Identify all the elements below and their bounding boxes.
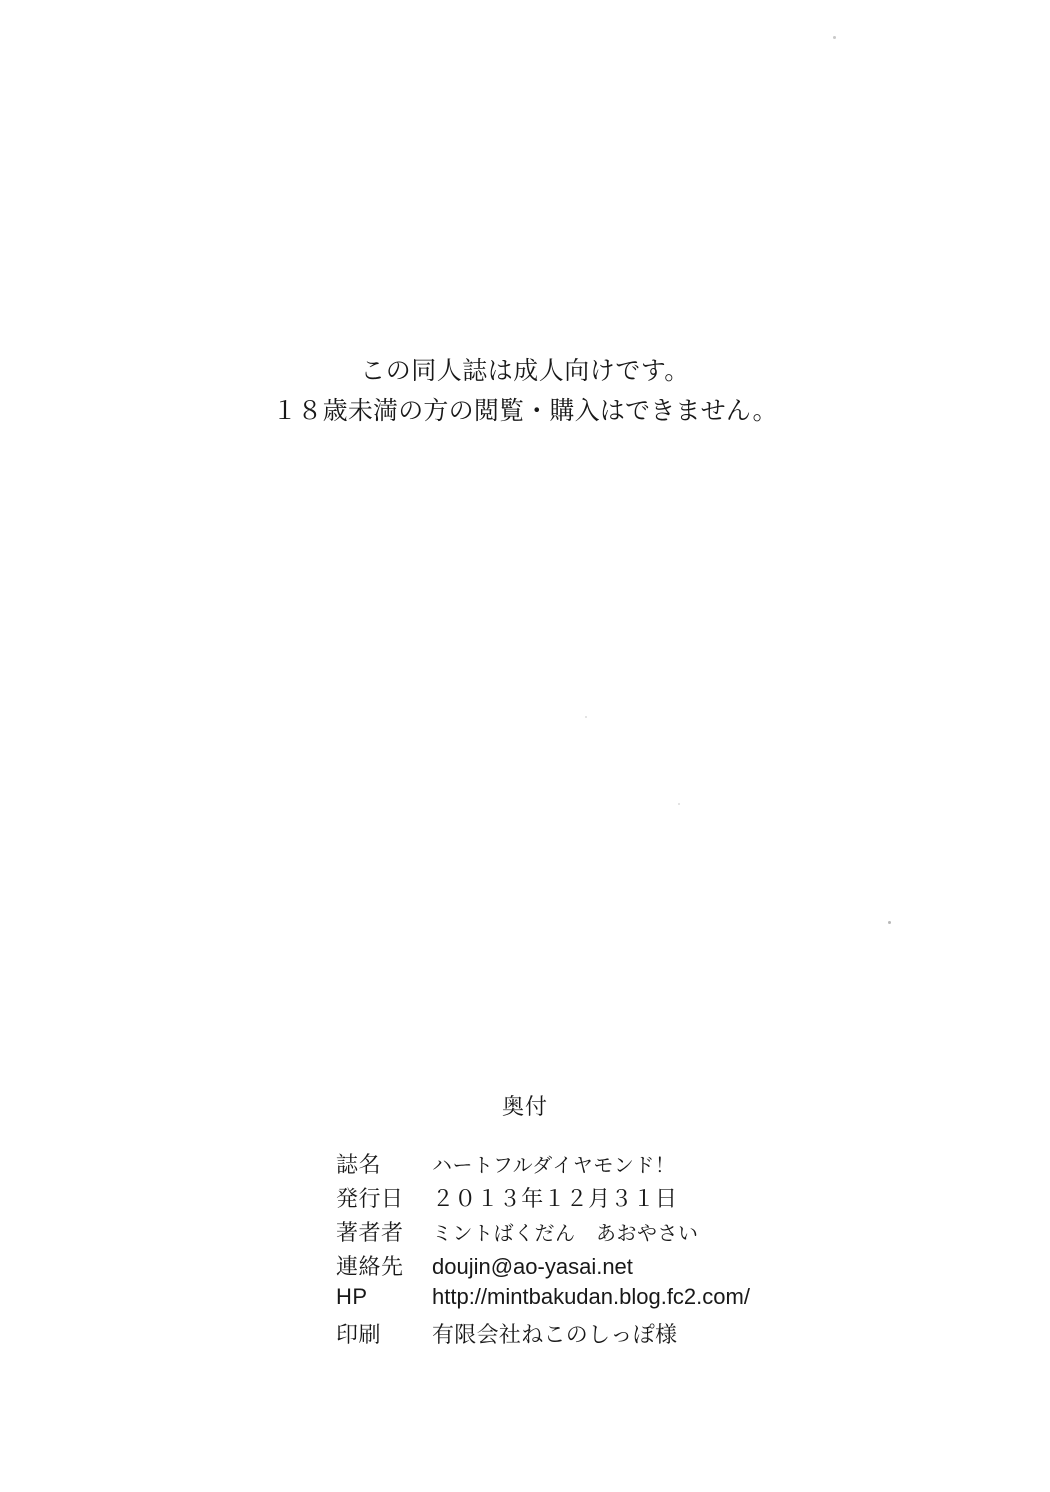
paper-speck — [888, 921, 891, 924]
colophon-value-printer: 有限会社ねこのしっぽ様 — [432, 1322, 678, 1347]
colophon-label-contact: 連絡先 — [336, 1254, 404, 1279]
paper-speck — [833, 36, 836, 39]
paper-speck — [678, 803, 680, 805]
colophon-value-title: ハートフルダイヤモンド！ — [432, 1155, 676, 1177]
colophon-table — [336, 1148, 956, 1352]
colophon-label-author: 著者者 — [336, 1220, 404, 1245]
colophon-label-homepage: HP — [336, 1284, 368, 1309]
paper-speck — [585, 716, 587, 718]
colophon-value-author: ミントばくだん あおやさい — [432, 1223, 699, 1245]
colophon-heading: 奥付 — [501, 1094, 548, 1119]
colophon-value-homepage[interactable]: http://mintbakudan.blog.fc2.com/ — [432, 1284, 750, 1309]
colophon-row — [336, 1284, 956, 1313]
colophon-value-date: ２０１３年１２月３１日 — [432, 1186, 678, 1211]
colophon-label-title: 誌名 — [336, 1152, 382, 1177]
adult-notice-line-2: １８歳未満の方の閲覧・購入はできません。 — [272, 396, 778, 425]
adult-notice-line-1: この同人誌は成人向けです。 — [360, 357, 690, 385]
colophon-row — [336, 1318, 956, 1347]
colophon-row — [336, 1216, 956, 1245]
colophon-label-date: 発行日 — [336, 1186, 404, 1211]
colophon-row — [336, 1148, 956, 1177]
colophon-value-contact[interactable]: doujin@ao-yasai.net — [432, 1254, 633, 1279]
adult-notice — [0, 352, 1050, 431]
colophon-row — [336, 1250, 956, 1279]
colophon-label-printer: 印刷 — [336, 1322, 382, 1347]
colophon-row — [336, 1182, 956, 1211]
